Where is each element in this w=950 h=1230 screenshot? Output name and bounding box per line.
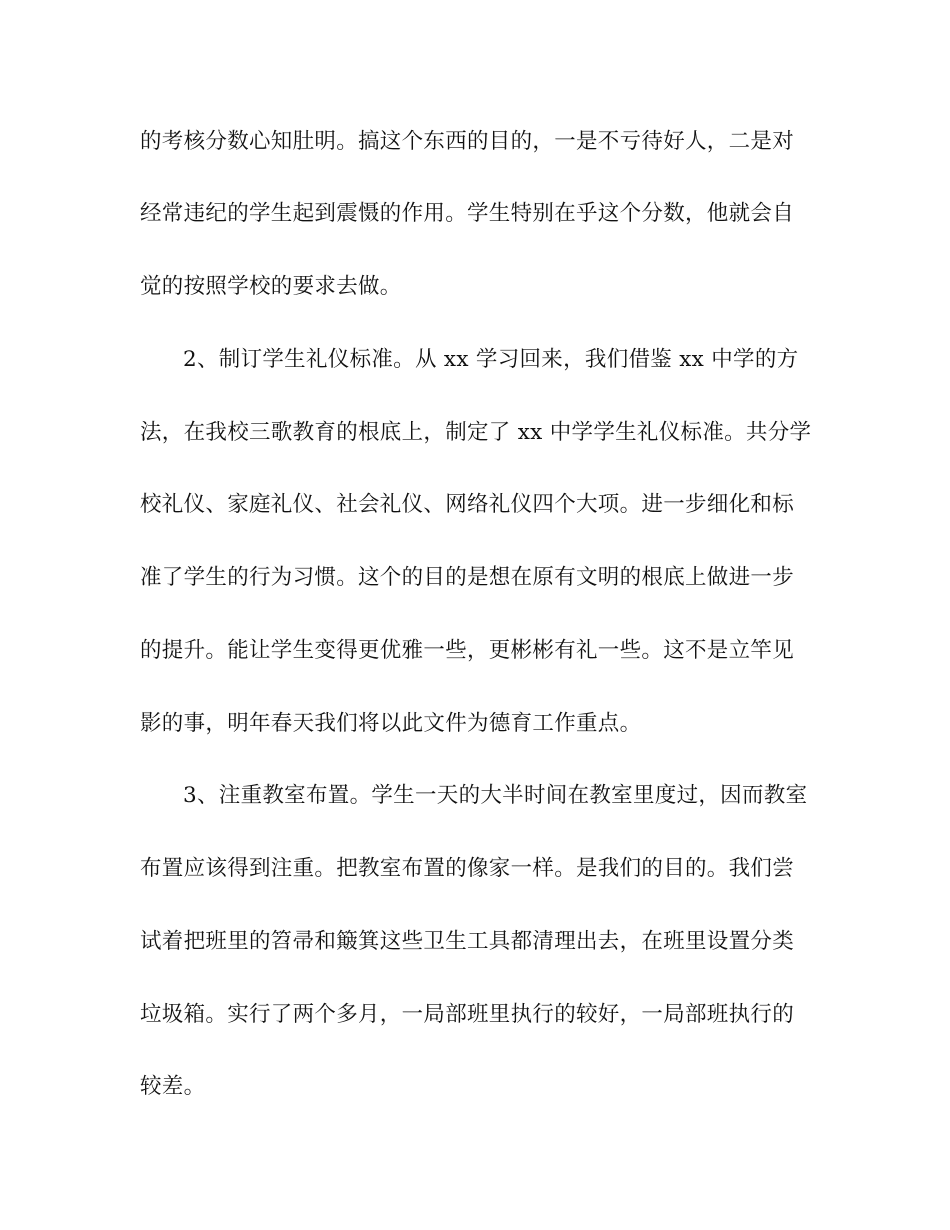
text-line: 校礼仪、家庭礼仪、社会礼仪、网络礼仪四个大项。进一步细化和标	[140, 492, 795, 517]
text-line: 的提升。能让学生变得更优雅一些，更彬彬有礼一些。这不是立竿见	[140, 638, 795, 663]
text-line: 觉的按照学校的要求去做。	[140, 274, 402, 299]
text-line: 垃圾箱。实行了两个多月，一局部班里执行的较好，一局部班执行的	[140, 1002, 795, 1027]
text-line: 的考核分数心知肚明。搞这个东西的目的，一是不亏待好人，二是对	[140, 129, 795, 154]
text-line: 准了学生的行为习惯。这个的目的是想在原有文明的根底上做进一步	[140, 565, 795, 590]
text-line: 经常违纪的学生起到震慑的作用。学生特别在乎这个分数，他就会自	[140, 201, 795, 226]
text-line: 试着把班里的笤帚和簸箕这些卫生工具都清理出去，在班里设置分类	[140, 929, 795, 954]
paragraph-2-first-line: 2、制订学生礼仪标准。从 xx 学习回来，我们借鉴 xx 中学的方	[183, 347, 799, 372]
text-line: 较差。	[140, 1074, 206, 1099]
text-line: 法，在我校三歌教育的根底上，制定了 xx 中学学生礼仪标准。共分学	[140, 420, 812, 445]
paragraph-3-first-line: 3、注重教室布置。学生一天的大半时间在教室里度过，因而教室	[183, 783, 808, 808]
text-line: 影的事，明年春天我们将以此文件为德育工作重点。	[140, 711, 642, 736]
text-line: 布置应该得到注重。把教室布置的像家一样。是我们的目的。我们尝	[140, 856, 795, 881]
